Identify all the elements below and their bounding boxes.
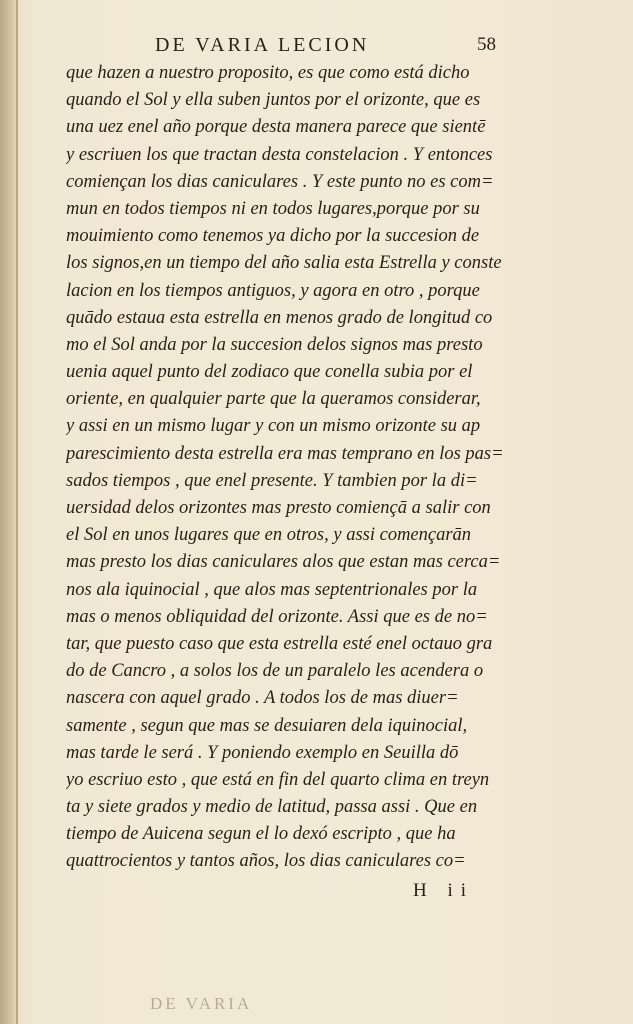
text-line: samente , segun que mas se desuiaren dela iquinocial, — [66, 715, 468, 736]
text-line: uenia aquel punto del zodiaco que conella subia por el — [66, 362, 473, 383]
text-line: el Sol en unos lugares que en otros, y assi començarān — [66, 525, 472, 546]
page-header — [155, 34, 495, 60]
text-line: tiempo de Auicena segun el lo dexó escripto , que ha — [66, 824, 456, 845]
text-line: nos ala iquinocial , que alos mas septentrionales por la — [66, 579, 478, 600]
text-line: nascera con aquel grado . A todos los de mas diuer= — [66, 688, 459, 709]
body-text — [66, 60, 536, 876]
text-line: sados tiempos , que enel presente. Y tambien por la di= — [66, 470, 478, 491]
text-line: quando el Sol y ella suben juntos por el orizonte, que es — [66, 90, 481, 111]
text-line: comiençan los dias caniculares . Y este punto no es com= — [66, 171, 494, 192]
bleed-through-text: DE VARIA — [150, 994, 253, 1013]
text-line: y assi en un mismo lugar y con un mismo orizonte su ap — [66, 416, 481, 437]
text-line: mo el Sol anda por la succesion delos signos mas presto — [66, 334, 483, 355]
text-line: yo escriuo esto , que está en fin del quarto clima en treyn — [66, 769, 490, 790]
text-line: y escriuen los que tractan desta constelacion . Y entonces — [66, 144, 493, 165]
signature-mark: H ii — [413, 880, 475, 901]
text-line: una uez enel año porque desta manera parece que sientē — [66, 117, 486, 138]
text-line: mouimiento como tenemos ya dicho por la succesion de — [66, 226, 480, 247]
text-line: uersidad delos orizontes mas presto comiençā a salir con — [66, 498, 491, 518]
text-line: que hazen a nuestro proposito, es que como está dicho — [66, 63, 470, 83]
text-line: tar, que puesto caso que esta estrella esté enel octauo gra — [66, 633, 493, 654]
text-line: lacion en los tiempos antiguos, y agora en otro , porque — [66, 280, 480, 301]
text-line: oriente, en qualquier parte que la queramos considerar, — [66, 389, 481, 410]
text-line: mas tarde le será . Y poniendo exemplo en Seuilla dō — [66, 742, 459, 763]
text-line: mun en todos tiempos ni en todos lugares,porque por su — [66, 198, 480, 219]
text-line: mas presto los dias caniculares alos que estan mas cerca= — [66, 552, 501, 573]
text-line: mas o menos obliquidad del orizonte. Assi que es de no= — [66, 606, 488, 627]
text-line: quādo estaua esta estrella en menos grado de longitud co — [66, 307, 493, 328]
text-line: do de Cancro , a solos los de un paralelo les acendera o — [66, 661, 484, 682]
gutter-fold-line — [16, 0, 18, 1024]
page-number: 58 — [477, 34, 496, 55]
text-line: parescimiento desta estrella era mas temprano en los pas= — [66, 443, 504, 464]
text-line: quattrocientos y tantos años, los dias caniculares co= — [66, 851, 466, 872]
text-line: ta y siete grados y medio de latitud, passa assi . Que en — [66, 797, 478, 818]
running-title: DE VARIA LECION — [155, 34, 370, 56]
text-line: los signos,en un tiempo del año salia esta Estrella y conste — [66, 253, 502, 274]
